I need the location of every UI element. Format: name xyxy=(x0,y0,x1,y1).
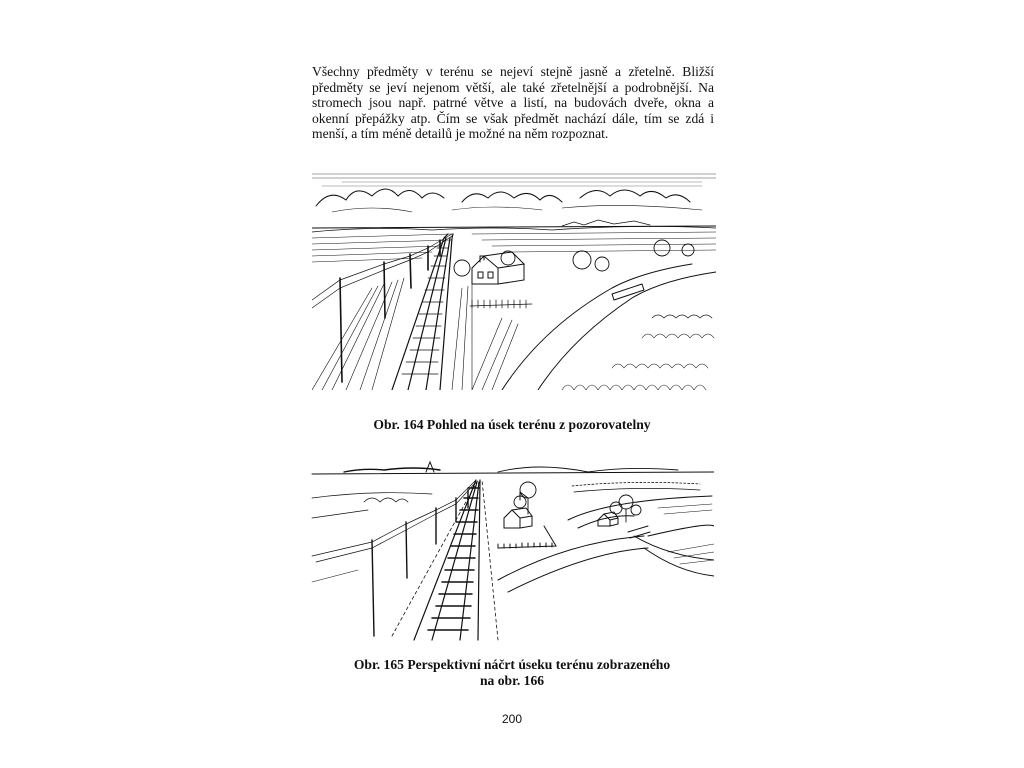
body-paragraph: Všechny předměty v terénu se nejeví stejně jasně a zřetelně. Bližší předměty se jeví nejenom větší, ale také zřetelnější a podrobnější. Na stromech jsou např. patrné větve a listí, na budovách dveře, okna a okenní přepážky atp. Čím se však předmět nachází dále, tím se zdá i menší, a tím méně detailů je možné na něm rozpoznat. xyxy=(312,64,714,142)
house xyxy=(498,492,556,548)
figure-165-caption-line2: na obr. 166 xyxy=(479,673,545,688)
clouds xyxy=(312,174,716,212)
road xyxy=(502,264,716,390)
figure-165-illustration xyxy=(308,452,714,642)
figure-164-caption: Obr. 164 Pohled na úsek terénu z pozorovatelny xyxy=(373,417,651,432)
figure-164-illustration xyxy=(312,168,716,390)
telegraph-poles xyxy=(340,240,440,382)
figure-165-caption-line1: Obr. 165 Perspektivní náčrt úseku terénu zobrazeného xyxy=(353,657,671,672)
page-number: 200 xyxy=(501,712,523,726)
house xyxy=(472,252,524,284)
railway-track xyxy=(392,234,453,390)
road xyxy=(498,496,714,592)
railway-track xyxy=(414,480,480,640)
figure-165-caption xyxy=(300,657,724,689)
